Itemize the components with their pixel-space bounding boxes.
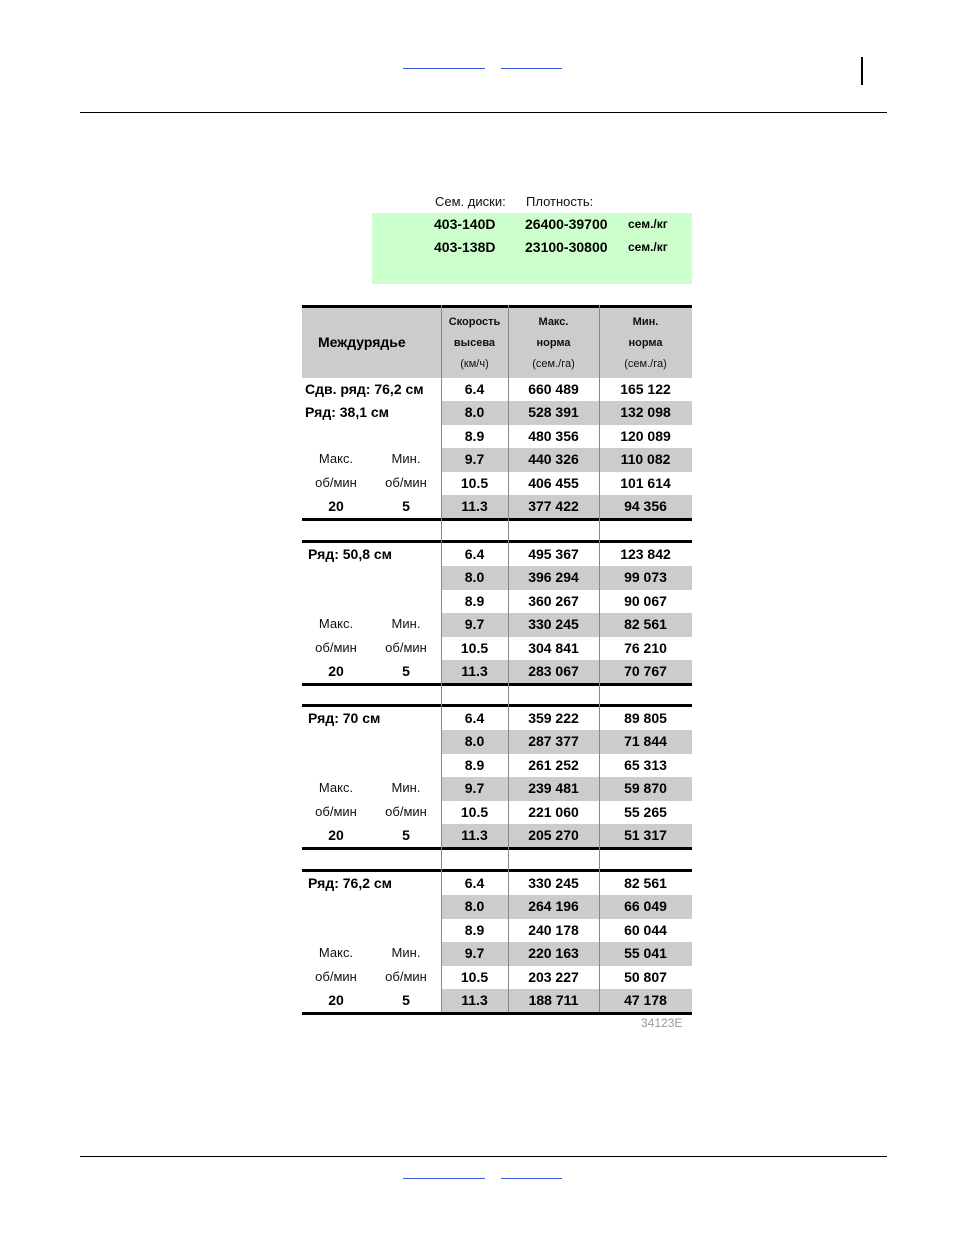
max-rpm-value: 20 bbox=[328, 827, 344, 843]
header-min-3: (сем./га) bbox=[624, 358, 667, 370]
min-rate-cell: 65 313 bbox=[624, 756, 667, 773]
min-rate-cell: 60 044 bbox=[624, 921, 667, 938]
disc-row bbox=[372, 213, 692, 235]
speed-cell: 11.3 bbox=[461, 992, 488, 1008]
speed-cell: 10.5 bbox=[460, 803, 489, 820]
max-rpm-unit: об/мин bbox=[315, 474, 357, 490]
max-rpm-unit: об/мин bbox=[315, 803, 357, 819]
speed-cell: 6.4 bbox=[464, 875, 485, 891]
disc-row bbox=[372, 236, 692, 258]
revision-bar bbox=[861, 57, 863, 85]
min-rate-cell: 132 098 bbox=[620, 404, 671, 421]
min-rate-cell: 82 561 bbox=[624, 875, 667, 891]
min-rpm-label: Мин. bbox=[391, 945, 421, 961]
min-rate-cell: 123 842 bbox=[620, 546, 671, 562]
speed-cell: 11.3 bbox=[461, 663, 488, 679]
section-bottom-border bbox=[302, 518, 692, 521]
header-max-1: Макс. bbox=[538, 316, 569, 328]
speed-cell: 11.3 bbox=[461, 827, 488, 843]
row-spacing-label: Сдв. ряд: 76,2 см bbox=[305, 381, 424, 397]
header-speed-3: (км/ч) bbox=[460, 358, 489, 370]
header-rule bbox=[80, 112, 887, 113]
min-rpm-value: 5 bbox=[402, 992, 410, 1008]
density-unit: сем./кг bbox=[628, 240, 668, 254]
header-link-left[interactable] bbox=[403, 68, 485, 69]
min-rate-cell: 99 073 bbox=[624, 569, 667, 586]
seeding-rate-table bbox=[302, 305, 692, 1012]
max-rate-cell: 239 481 bbox=[528, 780, 579, 797]
header-speed-2: высева bbox=[453, 337, 496, 349]
min-rpm-label: Мин. bbox=[391, 780, 421, 796]
disc-number: 403-138D bbox=[434, 239, 496, 255]
max-rate-cell: 264 196 bbox=[528, 898, 579, 915]
min-rpm-unit: об/мин bbox=[385, 803, 427, 819]
section-bottom-border bbox=[302, 683, 692, 686]
max-rpm-unit: об/мин bbox=[315, 639, 357, 655]
min-rate-cell: 110 082 bbox=[620, 451, 671, 468]
figure-id: 34123E bbox=[641, 1016, 683, 1030]
footer-rule bbox=[80, 1156, 887, 1157]
max-rate-cell: 261 252 bbox=[528, 756, 579, 773]
min-rate-cell: 165 122 bbox=[620, 381, 671, 397]
density-column-label: Плотность: bbox=[526, 194, 594, 209]
speed-cell: 10.5 bbox=[460, 968, 489, 985]
column-divider bbox=[441, 305, 442, 1012]
max-rate-cell: 188 711 bbox=[528, 992, 579, 1008]
speed-cell: 8.0 bbox=[464, 898, 485, 915]
row-spacing-label: Ряд: 38,1 см bbox=[305, 404, 390, 421]
max-rate-cell: 480 356 bbox=[528, 427, 579, 444]
min-rate-cell: 82 561 bbox=[624, 616, 667, 633]
min-rate-cell: 71 844 bbox=[624, 733, 667, 750]
speed-cell: 8.9 bbox=[464, 921, 485, 938]
min-rate-cell: 51 317 bbox=[624, 827, 667, 843]
footer-link-right[interactable] bbox=[501, 1178, 562, 1179]
header-max-2: норма bbox=[536, 337, 571, 349]
min-rate-cell: 55 041 bbox=[624, 945, 667, 962]
max-rate-cell: 304 841 bbox=[528, 639, 579, 656]
speed-cell: 8.9 bbox=[464, 756, 485, 773]
density-unit: сем./кг bbox=[628, 217, 668, 231]
speed-cell: 6.4 bbox=[464, 710, 485, 726]
max-rate-cell: 359 222 bbox=[528, 710, 579, 726]
min-rate-cell: 76 210 bbox=[624, 639, 667, 656]
speed-cell: 9.7 bbox=[464, 780, 485, 797]
seed-disc-box bbox=[372, 213, 692, 284]
min-rate-cell: 101 614 bbox=[620, 474, 671, 491]
speed-cell: 10.5 bbox=[460, 639, 489, 656]
density-range: 26400-39700 bbox=[525, 216, 608, 232]
max-rate-cell: 377 422 bbox=[528, 498, 579, 514]
disc-number: 403-140D bbox=[434, 216, 496, 232]
density-range: 23100-30800 bbox=[525, 239, 608, 255]
max-rate-cell: 205 270 bbox=[528, 827, 579, 843]
max-rate-cell: 221 060 bbox=[528, 803, 579, 820]
min-rpm-value: 5 bbox=[402, 827, 410, 843]
header-min-1: Мин. bbox=[632, 316, 659, 328]
header-link-right[interactable] bbox=[501, 68, 562, 69]
column-divider bbox=[508, 305, 509, 1012]
min-rate-cell: 89 805 bbox=[624, 710, 667, 726]
speed-cell: 10.5 bbox=[460, 474, 489, 491]
min-rate-cell: 120 089 bbox=[620, 427, 671, 444]
section-bottom-border bbox=[302, 1012, 692, 1015]
min-rate-cell: 90 067 bbox=[624, 592, 667, 609]
max-rate-cell: 406 455 bbox=[528, 474, 579, 491]
speed-cell: 8.0 bbox=[464, 404, 485, 421]
max-rpm-unit: об/мин bbox=[315, 968, 357, 984]
max-rpm-value: 20 bbox=[328, 498, 344, 514]
section-bottom-border bbox=[302, 847, 692, 850]
speed-cell: 6.4 bbox=[464, 546, 485, 562]
max-rate-cell: 440 326 bbox=[528, 451, 579, 468]
row-spacing-label: Ряд: 50,8 см bbox=[308, 546, 393, 562]
speed-cell: 8.9 bbox=[464, 427, 485, 444]
table-header bbox=[302, 308, 692, 378]
header-spacing: Междурядье bbox=[318, 334, 406, 350]
min-rate-cell: 70 767 bbox=[624, 663, 667, 679]
row-spacing-label: Ряд: 70 см bbox=[308, 710, 381, 726]
max-rate-cell: 528 391 bbox=[528, 404, 579, 421]
speed-cell: 8.0 bbox=[464, 733, 485, 750]
max-rate-cell: 287 377 bbox=[528, 733, 579, 750]
max-rate-cell: 495 367 bbox=[528, 546, 579, 562]
min-rpm-value: 5 bbox=[402, 498, 410, 514]
min-rpm-label: Мин. bbox=[391, 616, 421, 632]
min-rate-cell: 66 049 bbox=[624, 898, 667, 915]
footer-link-left[interactable] bbox=[403, 1178, 485, 1179]
speed-cell: 9.7 bbox=[464, 451, 485, 468]
min-rpm-unit: об/мин bbox=[385, 474, 427, 490]
disc-column-label: Сем. диски: bbox=[435, 194, 506, 209]
max-rate-cell: 203 227 bbox=[528, 968, 579, 985]
max-rpm-label: Макс. bbox=[318, 780, 354, 796]
max-rpm-label: Макс. bbox=[318, 451, 354, 467]
max-rpm-label: Макс. bbox=[318, 616, 354, 632]
max-rate-cell: 330 245 bbox=[528, 616, 579, 633]
max-rate-cell: 240 178 bbox=[528, 921, 579, 938]
speed-cell: 8.0 bbox=[464, 569, 485, 586]
max-rate-cell: 220 163 bbox=[528, 945, 579, 962]
speed-cell: 9.7 bbox=[464, 945, 485, 962]
max-rpm-label: Макс. bbox=[318, 945, 354, 961]
header-speed-1: Скорость bbox=[448, 316, 501, 328]
min-rate-cell: 55 265 bbox=[624, 803, 667, 820]
max-rate-cell: 330 245 bbox=[528, 875, 579, 891]
header-max-3: (сем./га) bbox=[532, 358, 575, 370]
min-rpm-unit: об/мин bbox=[385, 968, 427, 984]
speed-cell: 8.9 bbox=[464, 592, 485, 609]
column-divider bbox=[599, 305, 600, 1012]
header-min-2: норма bbox=[628, 337, 663, 349]
max-rate-cell: 660 489 bbox=[528, 381, 579, 397]
max-rpm-value: 20 bbox=[328, 992, 344, 1008]
max-rpm-value: 20 bbox=[328, 663, 344, 679]
speed-cell: 9.7 bbox=[464, 616, 485, 633]
max-rate-cell: 396 294 bbox=[528, 569, 579, 586]
speed-cell: 6.4 bbox=[464, 381, 485, 397]
max-rate-cell: 360 267 bbox=[528, 592, 579, 609]
min-rpm-label: Мин. bbox=[391, 451, 421, 467]
min-rpm-unit: об/мин bbox=[385, 639, 427, 655]
speed-cell: 11.3 bbox=[461, 498, 488, 514]
min-rate-cell: 59 870 bbox=[624, 780, 667, 797]
max-rate-cell: 283 067 bbox=[528, 663, 579, 679]
min-rate-cell: 50 807 bbox=[624, 968, 667, 985]
min-rate-cell: 47 178 bbox=[624, 992, 667, 1008]
row-spacing-label: Ряд: 76,2 см bbox=[308, 875, 393, 891]
min-rate-cell: 94 356 bbox=[624, 498, 667, 514]
min-rpm-value: 5 bbox=[402, 663, 410, 679]
